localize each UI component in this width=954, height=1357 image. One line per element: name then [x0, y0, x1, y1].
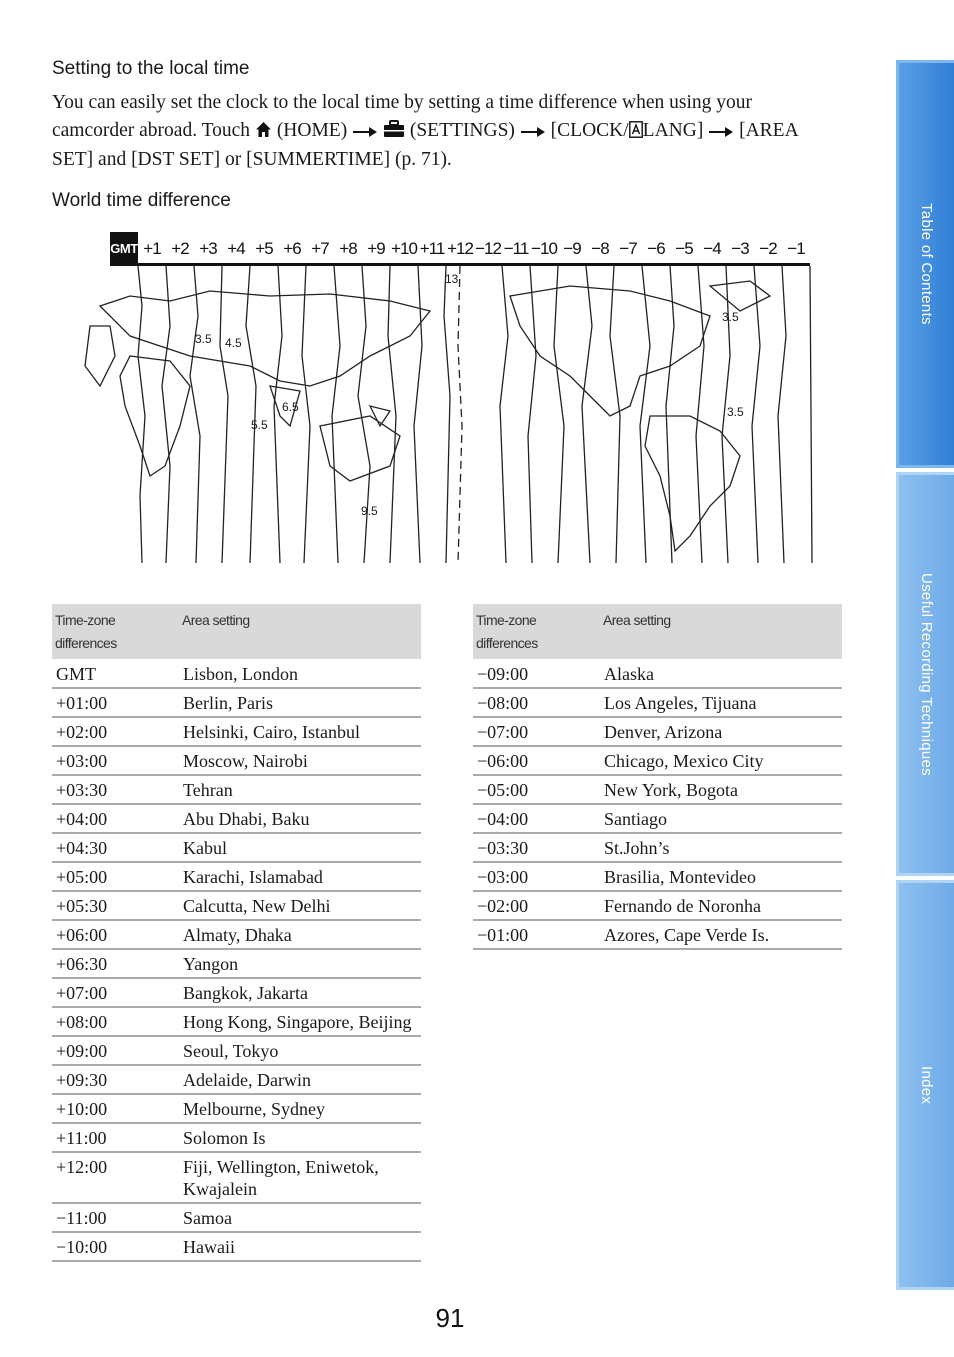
timezone-gmt: GMT	[110, 232, 138, 263]
header-line: Time-zone	[55, 612, 116, 628]
area-setting-cell: Denver, Arizona	[600, 717, 842, 746]
half-zone-label: 3.5	[727, 405, 744, 419]
half-zone-label: 5.5	[251, 418, 268, 432]
header-line: differences	[55, 635, 117, 651]
timezone-table-right	[473, 604, 842, 950]
area-setting-cell: Hong Kong, Singapore, Beijing	[179, 1007, 421, 1036]
table-row	[473, 717, 842, 746]
timezone-offset: −8	[591, 239, 609, 258]
timezone-offset: −10	[531, 239, 557, 258]
time-difference-cell: +11:00	[52, 1123, 179, 1152]
table-body	[52, 659, 421, 1261]
timezone-offset: −2	[759, 239, 777, 258]
timezone-offset: −5	[675, 239, 693, 258]
timezone-offset: +1	[143, 239, 161, 258]
time-difference-cell: +02:00	[52, 717, 179, 746]
tab-label: Useful Recording Techniques	[918, 572, 935, 776]
time-difference-cell: −08:00	[473, 688, 600, 717]
timezone-offset: +2	[171, 239, 189, 258]
timezone-offset: +12	[447, 239, 473, 258]
area-setting-cell: Berlin, Paris	[179, 688, 421, 717]
area-setting-cell: Yangon	[179, 949, 421, 978]
timezone-offset: −12	[475, 239, 501, 258]
half-zone-label: 4.5	[225, 336, 242, 350]
timezone-offset: +7	[311, 239, 329, 258]
header-line: Time-zone	[476, 612, 537, 628]
table-row	[52, 949, 421, 978]
column-header-diff	[52, 604, 179, 659]
half-zone-label: 13	[445, 272, 459, 286]
area-setting-cell: Adelaide, Darwin	[179, 1065, 421, 1094]
area-setting-cell: Tehran	[179, 775, 421, 804]
time-difference-cell: −03:00	[473, 862, 600, 891]
intro-text-end: [AREA SET] and [DST SET] or [SUMMERTIME] (p. 71).	[52, 119, 798, 170]
table-row	[473, 862, 842, 891]
half-zone-label: 3.5	[195, 332, 212, 346]
area-setting-cell: New York, Bogota	[600, 775, 842, 804]
table-row	[52, 1203, 421, 1232]
language-icon	[629, 119, 643, 147]
half-zone-label: 9.5	[361, 504, 378, 518]
timezone-offset: +8	[339, 239, 357, 258]
time-difference-cell: −02:00	[473, 891, 600, 920]
timezone-bar	[110, 232, 810, 266]
time-difference-cell: +12:00	[52, 1152, 179, 1203]
arrow-right-icon	[708, 119, 734, 147]
area-setting-cell: Alaska	[600, 659, 842, 688]
half-zone-label: 6.5	[282, 400, 299, 414]
world-time-map	[70, 228, 815, 563]
time-difference-cell: +07:00	[52, 978, 179, 1007]
area-setting-cell: Calcutta, New Delhi	[179, 891, 421, 920]
time-difference-cell: −11:00	[52, 1203, 179, 1232]
table-row	[52, 862, 421, 891]
world-map-figure	[70, 266, 815, 563]
timezone-offset: +10	[391, 239, 417, 258]
area-setting-cell: Brasilia, Montevideo	[600, 862, 842, 891]
time-difference-cell: +08:00	[52, 1007, 179, 1036]
timezone-table-left	[52, 604, 421, 1262]
time-difference-cell: +09:30	[52, 1065, 179, 1094]
table-row	[473, 746, 842, 775]
home-icon	[255, 119, 272, 147]
area-setting-cell: Hawaii	[179, 1232, 421, 1261]
table-row	[52, 1123, 421, 1152]
timezone-offset: +6	[283, 239, 301, 258]
time-difference-cell: −03:30	[473, 833, 600, 862]
time-difference-cell: −07:00	[473, 717, 600, 746]
area-setting-cell: Melbourne, Sydney	[179, 1094, 421, 1123]
time-difference-cell: −10:00	[52, 1232, 179, 1261]
table-row	[52, 746, 421, 775]
arrow-right-icon	[520, 119, 546, 147]
table-body	[473, 659, 842, 949]
intro-paragraph	[52, 89, 822, 174]
time-difference-cell: GMT	[52, 659, 179, 688]
time-difference-cell: +10:00	[52, 1094, 179, 1123]
timezone-offset: −1	[787, 239, 805, 258]
time-difference-cell: +04:30	[52, 833, 179, 862]
table-row	[473, 804, 842, 833]
tab-label: Table of Contents	[918, 203, 935, 325]
timezone-offset: +3	[199, 239, 217, 258]
map-heading: World time difference	[52, 190, 231, 211]
area-setting-cell: Santiago	[600, 804, 842, 833]
table-row	[52, 659, 421, 688]
table-row	[52, 920, 421, 949]
time-difference-cell: +05:00	[52, 862, 179, 891]
table-row	[52, 775, 421, 804]
timezone-offset: −9	[563, 239, 581, 258]
area-setting-cell: Helsinki, Cairo, Istanbul	[179, 717, 421, 746]
table-row	[52, 1232, 421, 1261]
column-header-area: Area setting	[600, 604, 842, 659]
table-row	[473, 775, 842, 804]
table-row	[52, 1152, 421, 1203]
column-header-area: Area setting	[179, 604, 421, 659]
toolbox-icon	[383, 119, 405, 147]
table-row	[52, 978, 421, 1007]
page-number: 91	[435, 1303, 465, 1333]
time-difference-cell: +03:00	[52, 746, 179, 775]
table-row	[52, 717, 421, 746]
area-setting-cell: Karachi, Islamabad	[179, 862, 421, 891]
time-difference-cell: +05:30	[52, 891, 179, 920]
area-setting-cell: Almaty, Dhaka	[179, 920, 421, 949]
column-header-diff	[473, 604, 600, 659]
timezone-offset: +9	[367, 239, 385, 258]
header-line: differences	[476, 635, 538, 651]
timezone-offset: +11	[419, 239, 445, 258]
time-difference-cell: +01:00	[52, 688, 179, 717]
table-row	[473, 833, 842, 862]
timezone-offset: −6	[647, 239, 665, 258]
time-difference-cell: +09:00	[52, 1036, 179, 1065]
settings-label: (SETTINGS)	[409, 119, 515, 141]
area-setting-cell: Fiji, Wellington, Eniwetok, Kwajalein	[179, 1152, 421, 1203]
area-setting-cell: Fernando de Noronha	[600, 891, 842, 920]
time-difference-cell: −04:00	[473, 804, 600, 833]
timezone-offset: −7	[619, 239, 637, 258]
area-setting-cell: Lisbon, London	[179, 659, 421, 688]
table-row	[52, 1094, 421, 1123]
table-row	[473, 891, 842, 920]
table-row	[52, 804, 421, 833]
table-header-row	[52, 604, 421, 659]
time-difference-cell: +04:00	[52, 804, 179, 833]
intro-text: You can easily set the clock to the local time by setting a time difference when using your camcorder abroad. Touch	[52, 92, 753, 141]
half-zone-label: 3.5	[722, 310, 739, 324]
arrow-right-icon	[352, 119, 378, 147]
area-setting-cell: Chicago, Mexico City	[600, 746, 842, 775]
time-difference-cell: +03:30	[52, 775, 179, 804]
section-heading: Setting to the local time	[52, 58, 250, 79]
area-setting-cell: Abu Dhabi, Baku	[179, 804, 421, 833]
timezone-offset: −11	[503, 239, 529, 258]
time-difference-cell: +06:30	[52, 949, 179, 978]
area-setting-cell: St.John’s	[600, 833, 842, 862]
clock-label: [CLOCK/	[550, 119, 629, 141]
area-setting-cell: Bangkok, Jakarta	[179, 978, 421, 1007]
timezone-offset: −3	[731, 239, 749, 258]
area-setting-cell: Azores, Cape Verde Is.	[600, 920, 842, 949]
table-row	[473, 920, 842, 949]
table-header-row	[473, 604, 842, 659]
timezone-offset: +4	[227, 239, 245, 258]
timezone-offset: −4	[703, 239, 721, 258]
area-setting-cell: Solomon Is	[179, 1123, 421, 1152]
area-setting-cell: Seoul, Tokyo	[179, 1036, 421, 1065]
table-row	[473, 688, 842, 717]
area-setting-cell: Los Angeles, Tijuana	[600, 688, 842, 717]
table-row	[52, 1036, 421, 1065]
table-row	[52, 688, 421, 717]
table-row	[52, 1007, 421, 1036]
time-difference-cell: −05:00	[473, 775, 600, 804]
tab-table-of-contents[interactable]	[896, 60, 954, 468]
area-setting-cell: Kabul	[179, 833, 421, 862]
home-label: (HOME)	[276, 119, 348, 141]
area-setting-cell: Samoa	[179, 1203, 421, 1232]
timezone-offset: +5	[255, 239, 273, 258]
table-row	[473, 659, 842, 688]
time-difference-cell: −06:00	[473, 746, 600, 775]
table-row	[52, 833, 421, 862]
tab-index[interactable]	[896, 880, 954, 1290]
area-setting-cell: Moscow, Nairobi	[179, 746, 421, 775]
tab-useful-recording-techniques[interactable]	[896, 472, 954, 876]
tab-label: Index	[918, 1065, 935, 1105]
table-row	[52, 1065, 421, 1094]
time-difference-cell: +06:00	[52, 920, 179, 949]
lang-label: LANG]	[642, 119, 704, 141]
table-row	[52, 891, 421, 920]
time-difference-cell: −01:00	[473, 920, 600, 949]
time-difference-cell: −09:00	[473, 659, 600, 688]
